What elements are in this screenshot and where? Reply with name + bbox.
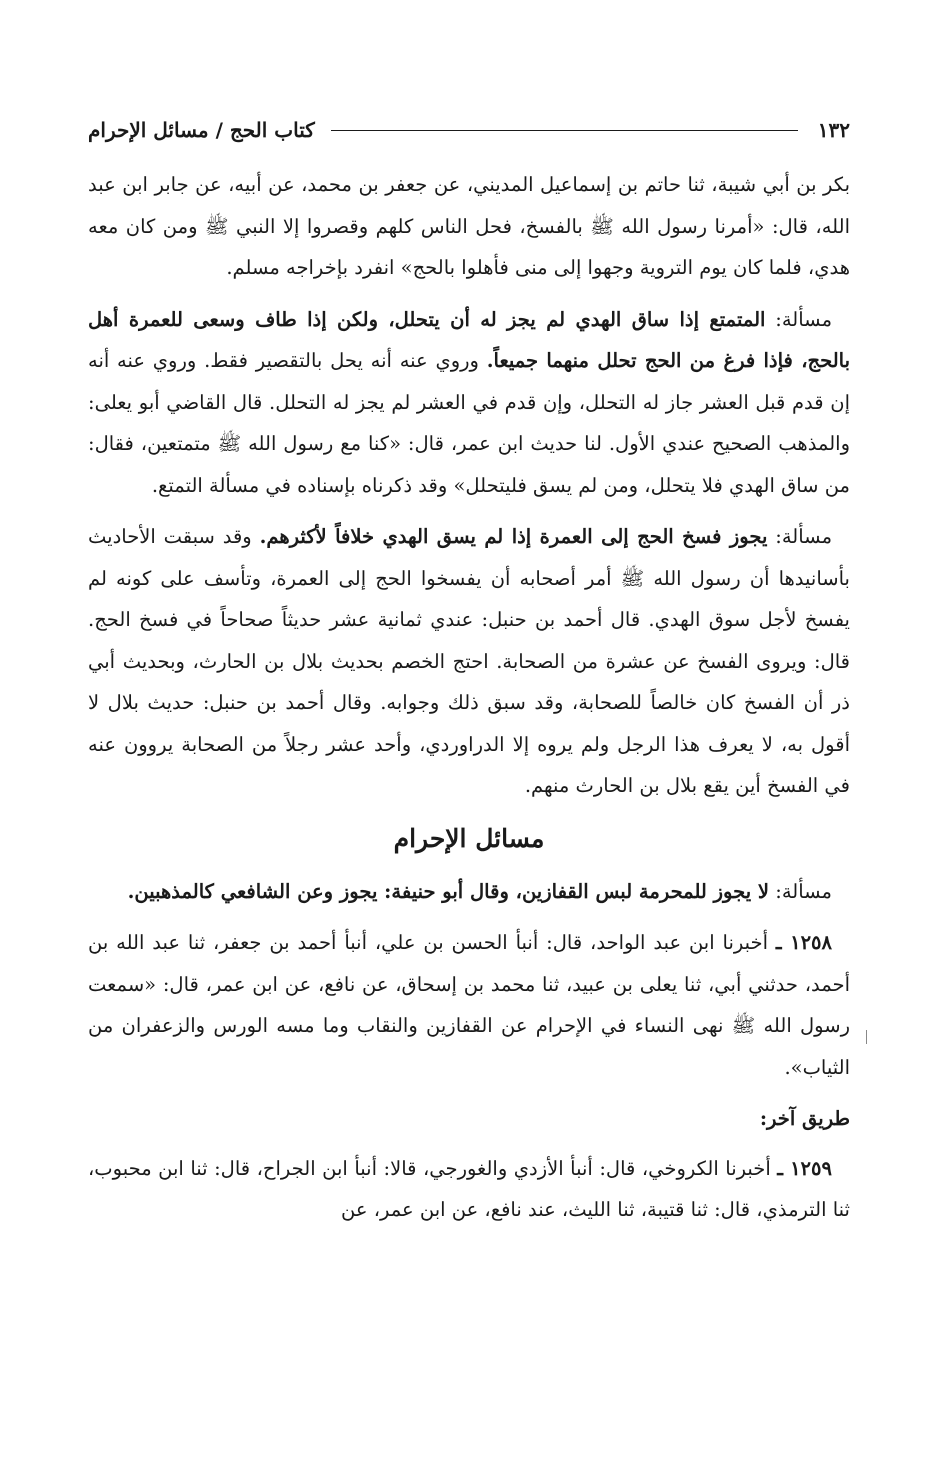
masala-label: مسألة: <box>775 525 833 548</box>
masala-discussion: وروي عنه أنه يحل بالتقصير فقط. وروي عنه أنه إن قدم قبل العشر جاز له التحلل، وإن قدم في العشر لم يجز له التحلل. قال القاضي أبو يعلى: والمذهب الصحيح عندي الأول. لنا حديث ابن عمر، قال: «كنا مع رسول الله ﷺ متمتعين، فقال: من ساق الهدي فلا يتحلل، ومن لم يسق فليتحلل» وقد ذكرناه بإسناده في مسألة التمتع. <box>88 349 850 497</box>
masala-ruling: لا يجوز للمحرمة لبس القفازين، وقال أبو حنيفة: يجوز وعن الشافعي كالمذهبين. <box>127 879 770 903</box>
hadith-text: أخبرنا ابن عبد الواحد، قال: أنبأ الحسن بن علي، أنبأ أحمد بن جعفر، ثنا عبد الله بن أحمد، حدثني أبي، ثنا يعلى بن عبيد، ثنا محمد بن إسحاق، عن نافع، عن ابن عمر، قال: «سمعت رسول الله ﷺ نهى النساء في الإحرام عن القفازين والنقاب وما مسه الورس والزعفران من الثياب». <box>88 931 850 1079</box>
section-heading: مسائل الإحرام <box>393 823 545 853</box>
hadith-number: ١٢٥٨ ـ <box>775 931 833 954</box>
masala-tamattu <box>88 299 850 507</box>
masala-quffazayn <box>88 871 850 913</box>
masala-ruling: المتمتع إذا ساق الهدي لم يجز له أن يتحلل، ولكن إذا طاف وسعى للعمرة أهل بالحج، فإذا فرغ من الحج تحلل منهما جميعاً. <box>88 307 851 372</box>
page-header <box>88 110 850 150</box>
masala-faskh <box>88 516 850 807</box>
tariq-akhar-heading: طريق آخر: <box>759 1107 850 1130</box>
masala-label: مسألة: <box>775 879 832 903</box>
hadith-text: أخبرنا الكروخي، قال: أنبأ الأزدي والغورجي، قالا: أنبأ ابن الجراح، قال: ثنا ابن محبوب، ثنا الترمذي، قال: ثنا قتيبة، ثنا الليث، عند نافع، عن ابن عمر، عن <box>88 1156 850 1221</box>
paragraph-text: بكر بن أبي شيبة، ثنا حاتم بن إسماعيل المديني، عن جعفر بن محمد، عن أبيه، عن جابر ابن عبد الله، قال: «أمرنا رسول الله ﷺ بالفسخ، فحل الناس كلهم وقصروا إلا النبي ﷺ ومن كان معه هدي، فلما كان يوم التروية وجهوا إلى منى فأهلوا بالحج» انفرد بإخراجه مسلم. <box>88 173 850 279</box>
masala-ruling: يجوز فسخ الحج إلى العمرة إذا لم يسق الهدي خلافاً لأكثرهم. <box>259 525 768 548</box>
header-rule <box>331 130 798 131</box>
page-number: ١٣٢ <box>817 118 850 142</box>
masala-label: مسألة: <box>775 307 833 331</box>
running-title: كتاب الحج / مسائل الإحرام <box>88 118 315 142</box>
book-page <box>88 110 850 1241</box>
paragraph-continuation <box>88 164 850 289</box>
hadith-1259 <box>88 1148 850 1231</box>
hadith-number: ١٢٥٩ ـ <box>777 1156 832 1180</box>
page-body <box>88 164 850 1231</box>
masala-discussion: وقد سبقت الأحاديث بأسانيدها أن رسول الله ﷺ أمر أصحابه أن يفسخوا الحج إلى العمرة، وتأسف على كونه لم يفسخ لأجل سوق الهدي. قال أحمد بن حنبل: عندي ثمانية عشر حديثاً صحاحاً في فسخ الحج. قال: ويروى الفسخ عن عشرة من الصحابة. احتج الخصم بحديث بلال بن الحارث، وبحديث أبي ذر أن الفسخ كان خالصاً للصحابة، وقد سبق ذلك وجوابه. وقال أحمد بن حنبل: حديث بلال لا أقول به، لا يعرف هذا الرجل ولم يروه إلا الدراوردي، وأحد عشر رجلاً من الصحابة يروون عنه في الفسخ أين يقع بلال بن الحارث منهم. <box>88 525 850 797</box>
hadith-1258 <box>88 922 850 1088</box>
margin-mark <box>866 1030 867 1044</box>
